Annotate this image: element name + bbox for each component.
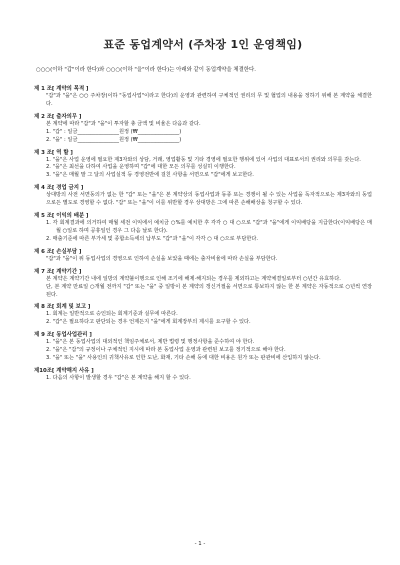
article-list-item: 1. 다음의 사항이 발생할 경우 "갑"은 본 계약을 해지 할 수 있다. [46,374,191,381]
article-heading: 제 8 조[ 회계 및 보고 ] [34,304,91,311]
article-list-item: 1. "갑" : 일금________________원정 (₩________________) [46,128,182,135]
page-number: - 1 - [194,541,206,547]
intro-paragraph: ○○○(이하 "갑"이라 한다)와 ○○○(이하 "을"이라 한다)는 아래와 같이 동업계약을 체결한다. [36,67,256,73]
article-6 [34,248,372,264]
articles-container [34,85,372,383]
article-list-item: 2. "을"은 "갑"의 규정이나 구체적인 지시에 따라 본 동업사업 운영과 관련된 보고를 정기적으로 해야 한다. [46,347,286,354]
article-heading: 제 2 조[ 출자의무 ] [34,113,82,120]
article-5 [34,212,372,244]
article-heading: 제 9 조[ 동업사업관리 ] [34,332,92,339]
article-list-item: 1. "을"은 본 동업사업의 대외적인 책임주체로서, 제반 법령 및 행정사항을 준수하여 야 한다. [46,339,255,346]
article-paragraph: 단, 본 계약 만료일 ○개월 전까지 "갑" 또는 "을" 중 일방이 본 계약의 갱신거절을 서면으로 통보하지 않는 한 본 계약은 자동적으로 ○년씩 연장된다. [46,283,372,298]
article-list-item: 2. "을"은 최선을 다하여 사업을 운영하며 "갑"에 대한 모든 의무를 성실히 이행한다. [46,164,236,171]
article-4 [34,184,372,208]
article-3 [34,149,372,181]
article-list-item: 2. 매출기준에 따른 부가세 및 종합소득세의 납부도 "갑"과 "을"이 각각 ○ 대 ○으로 부담한다. [46,235,258,242]
article-paragraph: 본 계약은 계약기간 내에 일방의 계약불이행으로 인해 조기에 해제·해지되는 경우를 제외하고는 계약체결일로부터 ○년간 유효하다. [46,275,341,282]
article-paragraph: "갑"과 "을"이 위 동업사업의 경영으로 인하여 손실을 보았을 때에는 출자비율에 따라 손실을 부담한다. [46,255,278,262]
article-list-item: 3. "을"은 매월 말 그 달의 사업실적 등 경영전반에 걸친 사항을 서면으로 "갑"에게 보고한다. [46,172,254,179]
article-heading: 제 3 조[ 역 할 ] [34,149,73,156]
article-list-item: 2. "을" : 일금________________원정 (₩________________) [46,136,182,143]
article-heading: 제 1 조[ 계약의 목적 ] [34,86,89,92]
article-paragraph: 상대방의 사전 서면동의가 없는 한 "갑" 또는 "을"은 본 계약상의 동업사업과 동종 또는 경쟁이 될 수 있는 사업을 독자적으로는 제3자와의 동업으로든 별도로 경영할 수 없다. "갑" 또는 "을"이 이를 위반할 경우 상대방은 그에 따른 손해배상을 청구할 수 있다. [46,192,372,207]
article-heading: 제 7 조[ 계약기간 ] [34,268,82,275]
article-list-item: 3. "을" 또는 "을" 사용인의 귀책사유로 인한 도난, 화재, 기타 손해 등에 대한 비용은 원가 또는 판관비에 산입하지 않는다. [46,355,321,362]
article-paragraph: "갑"과 "을"은 ○○ 주차장(이하 "동업사업"이라고 한다)의 운영과 관련하여 구체적인 권리의 무 및 협업의 내용을 정하기 위해 본 계약을 체결한다. [46,93,372,107]
article-list-item: 1. "을"은 사업 운영에 필요한 제3자와의 상담, 거래, 영업활동 및 기타 경영에 필요한 행위에 있어 사업의 대표로서의 권리와 의무를 갖는다. [46,156,361,163]
article-list-item: 1. 회계는 일반적으로 승인되는 회계기준과 실무에 따른다. [46,311,178,318]
document-title: 표준 동업계약서 (주차장 1인 운영책임) [103,38,303,51]
article-1 [34,85,372,109]
article-list-item: 1. 각 회계결과에 의거하여 매월 세전 이익에서 예치금 ○%를 예치한 후 각각 ○ 대 ○으로 "갑"과 "을"에게 이익배당을 지급한다(이익배당은 매월 ○일로 하며 공휴일인 경우 그 다음 날로 한다). [46,220,372,234]
article-7 [34,268,372,300]
article-10 [34,367,372,383]
article-heading: 제10조[ 계약해지 사유 ] [34,367,94,374]
article-heading: 제 6 조[ 손실부담 ] [34,248,82,255]
article-8 [34,303,372,327]
article-heading: 제 4 조[ 경업 금지 ] [34,185,84,192]
article-9 [34,331,372,363]
article-list-item: 2. "갑"은 필요하다고 판단되는 경우 언제든지 "을"에게 회계장부의 제시를 요구할 수 있다. [46,319,251,326]
article-2 [34,113,372,145]
article-heading: 제 5 조[ 이익의 배분 ] [34,213,89,220]
article-paragraph: 본 계약에 따라 "갑"과 "을"이 투자할 총 금액 및 비율은 다음과 같다. [46,120,201,127]
